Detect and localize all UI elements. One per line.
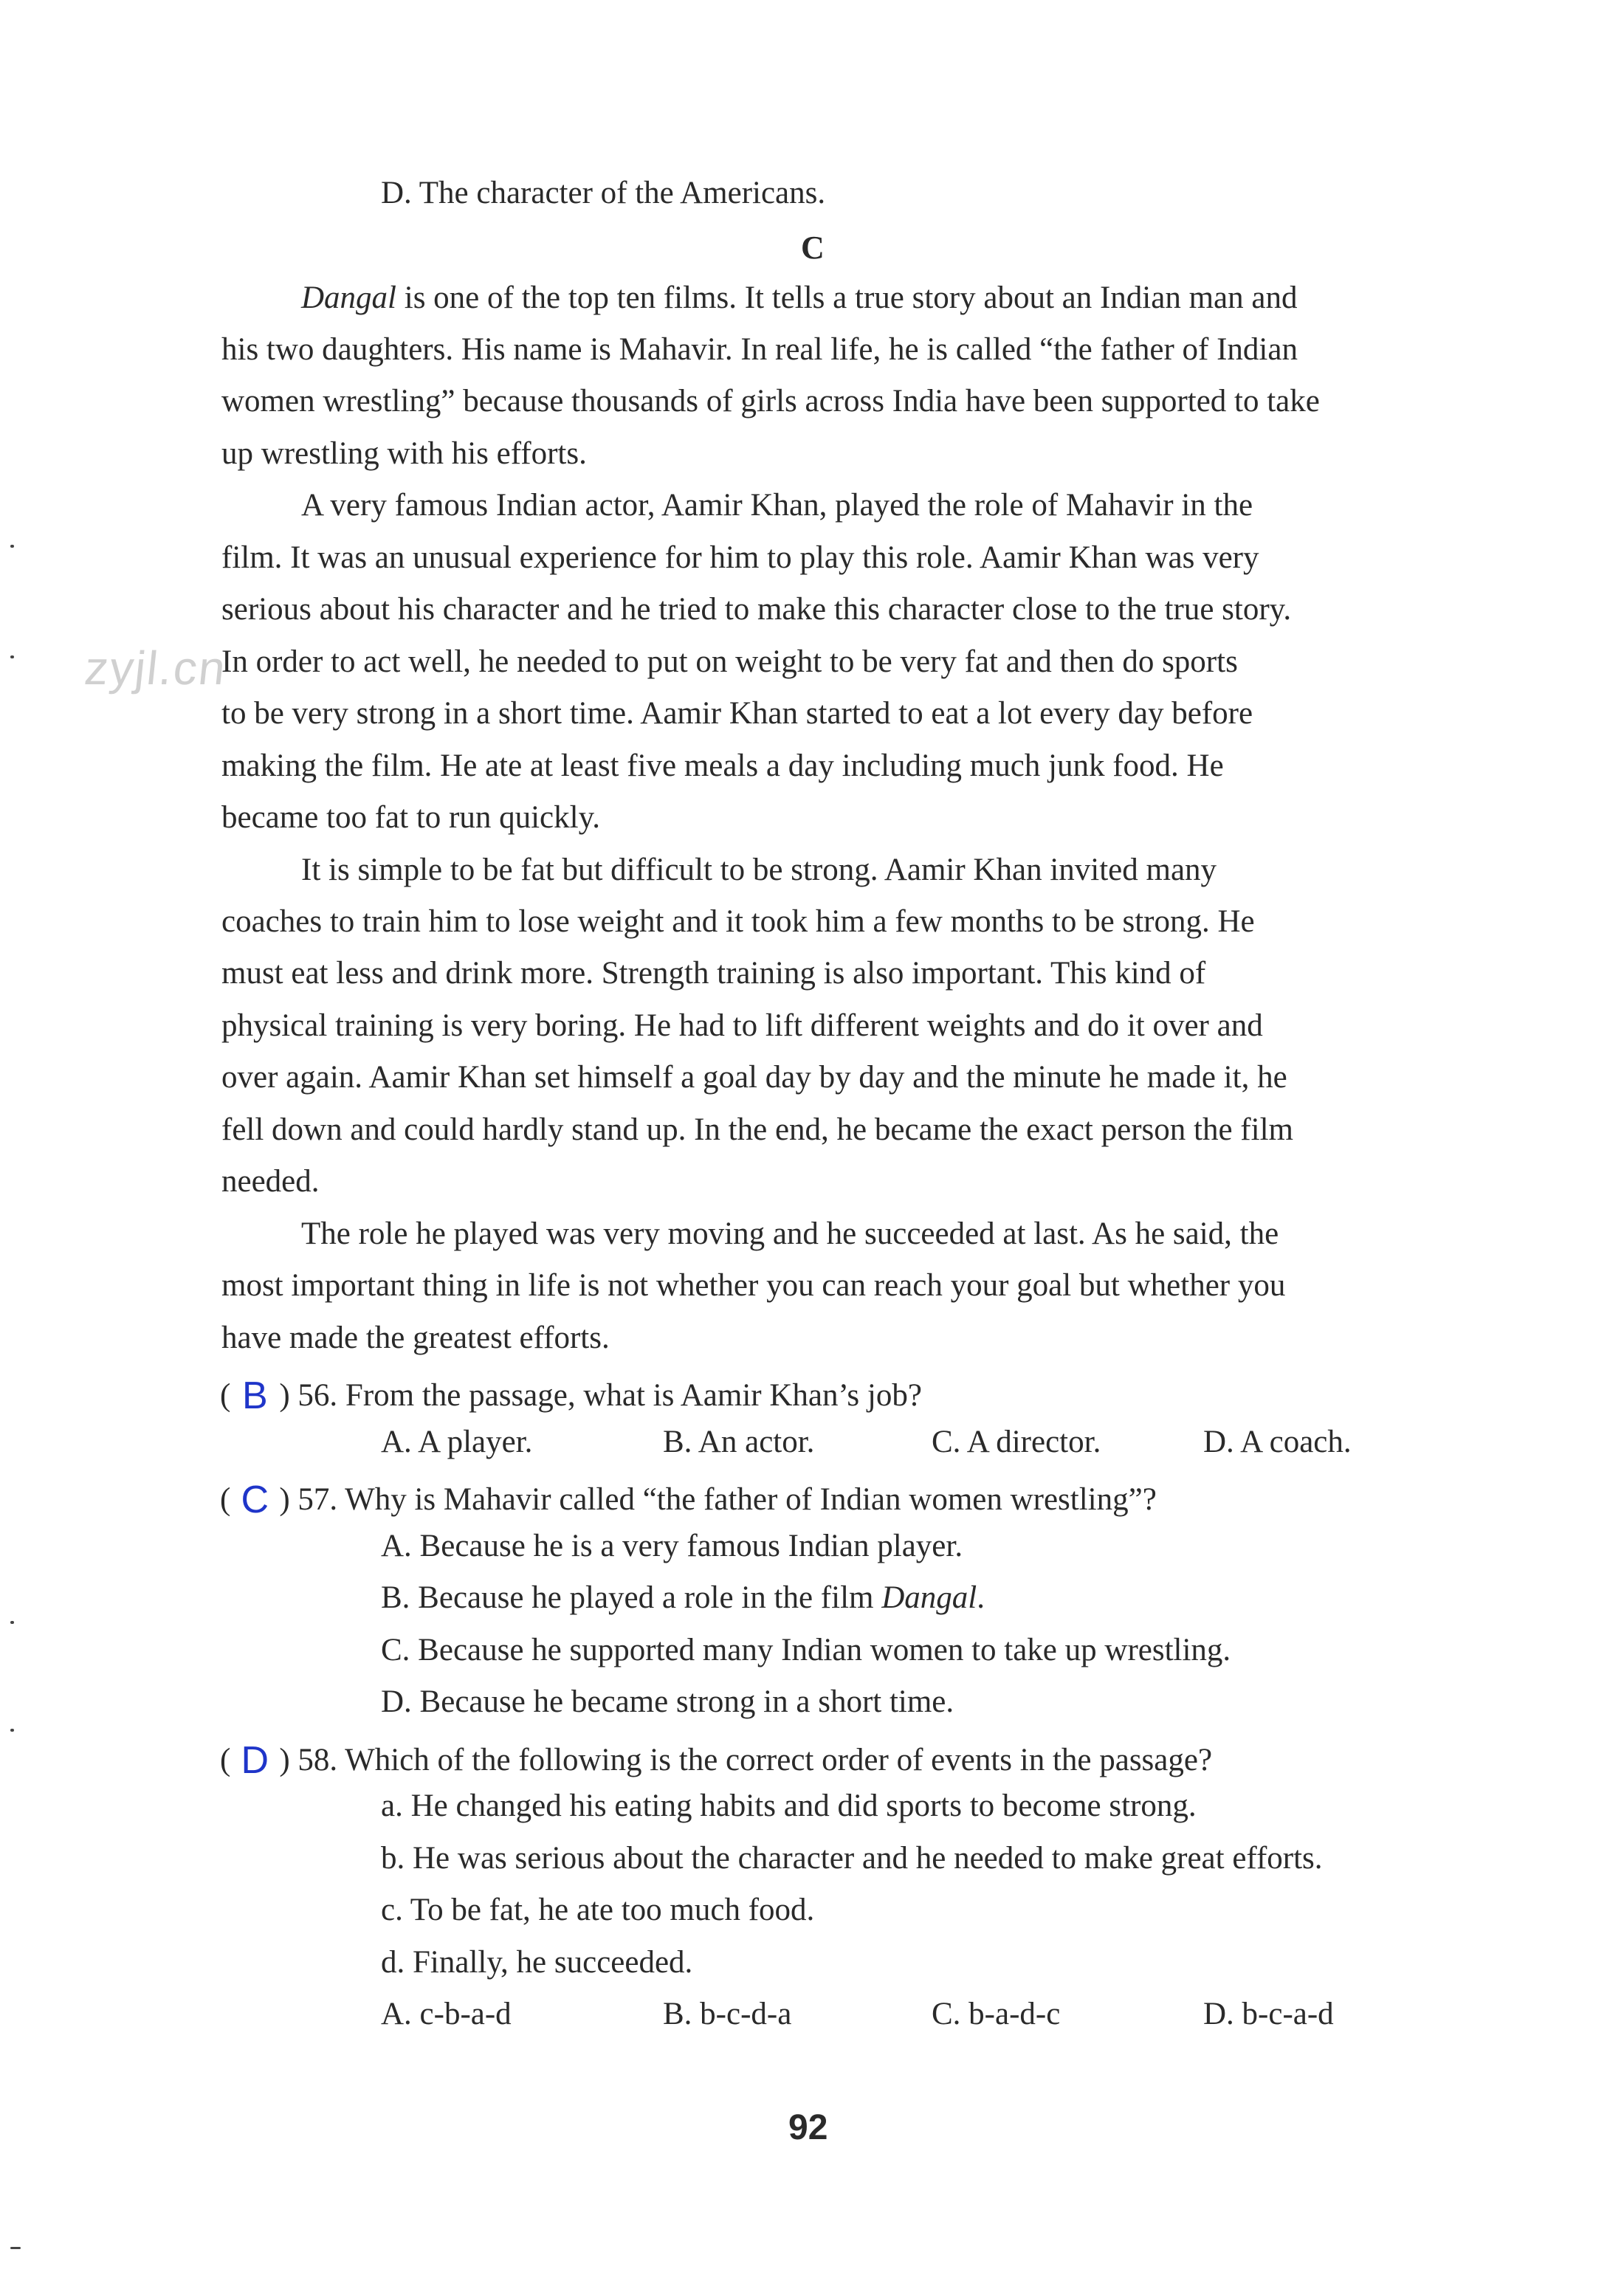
option-56-c: C. A director. [932,1425,1101,1459]
answer-58: D [241,1739,269,1782]
question-text: 58. Which of the following is the correct order of events in the passage? [297,1743,1213,1777]
option-57-c: C. Because he supported many Indian women to take up wrestling. [381,1633,1231,1667]
margin-speck [10,2247,21,2249]
option-56-d: D. A coach. [1203,1425,1352,1459]
passage-line: women wrestling” because thousands of girls across India have been supported to take [221,384,1320,419]
passage-line: became too fat to run quickly. [221,800,601,835]
answer-57: C [241,1478,269,1521]
passage-line: his two daughters. His name is Mahavir. In real life, he is called “the father of Indian [221,332,1298,367]
option-56-a: A. A player. [381,1425,533,1459]
passage-line: to be very strong in a short time. Aamir Khan started to eat a lot every day before [221,696,1253,731]
question-text: 56. From the passage, what is Aamir Khan’s job? [297,1378,922,1413]
margin-speck [10,655,14,658]
option-58-d: D. b-c-a-d [1203,1997,1334,2031]
option-58-c: C. b-a-d-c [932,1997,1061,2031]
passage-line: making the film. He ate at least five meals a day including much junk food. He [221,748,1224,783]
page-number: 92 [788,2108,828,2147]
passage-line: fell down and could hardly stand up. In the end, he became the exact person the film [221,1112,1293,1147]
prev-option-d: D. The character of the Americans. [381,176,826,210]
event-d: d. Finally, he succeeded. [381,1945,693,1980]
question-56: ( B ) 56. From the passage, what is Aamir Khan’s job? [220,1374,922,1417]
option-58-a: A. c-b-a-d [381,1997,512,2031]
passage-line: needed. [221,1164,320,1199]
question-57: ( C ) 57. Why is Mahavir called “the father of Indian women wrestling”? [220,1478,1157,1521]
passage-line: coaches to train him to lose weight and it took him a few months to be strong. He [221,904,1255,939]
margin-speck [10,1621,14,1624]
passage-line: serious about his character and he tried to make this character close to the true story. [221,592,1292,627]
option-57-d: D. Because he became strong in a short time. [381,1684,954,1719]
question-text: 57. Why is Mahavir called “the father of Indian women wrestling”? [297,1482,1157,1517]
margin-speck [10,1729,14,1732]
question-58: ( D ) 58. Which of the following is the correct order of events in the passage? [220,1739,1213,1782]
passage-line: A very famous Indian actor, Aamir Khan, played the role of Mahavir in the [301,488,1253,523]
passage-line: The role he played was very moving and he succeeded at last. As he said, the [301,1216,1279,1251]
passage-line: It is simple to be fat but difficult to be strong. Aamir Khan invited many [301,853,1217,887]
passage-line: over again. Aamir Khan set himself a goal day by day and the minute he made it, he [221,1060,1287,1095]
event-a: a. He changed his eating habits and did sports to become strong. [381,1789,1197,1823]
passage-line: must eat less and drink more. Strength training is also important. This kind of [221,956,1206,991]
section-label: C [801,230,825,266]
option-58-b: B. b-c-d-a [663,1997,792,2031]
watermark: zyjl.cn [82,641,230,695]
passage-line: have made the greatest efforts. [221,1321,610,1355]
event-b: b. He was serious about the character and he needed to make great efforts. [381,1841,1323,1876]
passage-line: physical training is very boring. He had to lift different weights and do it over and [221,1008,1263,1043]
option-57-a: A. Because he is a very famous Indian player. [381,1529,963,1563]
film-title: Dangal [301,280,396,315]
option-57-b: B. Because he played a role in the film Dangal. [381,1580,985,1615]
option-56-b: B. An actor. [663,1425,815,1459]
passage-line: up wrestling with his efforts. [221,436,587,471]
passage-line: Dangal is one of the top ten films. It tells a true story about an Indian man and [301,280,1298,315]
event-c: c. To be fat, he ate too much food. [381,1893,815,1927]
passage-line: most important thing in life is not whether you can reach your goal but whether you [221,1268,1286,1303]
passage-line: film. It was an unusual experience for him to play this role. Aamir Khan was very [221,540,1259,575]
answer-56: B [241,1374,268,1417]
passage-line: In order to act well, he needed to put on weight to be very fat and then do sports [221,644,1238,679]
margin-speck [10,545,14,548]
